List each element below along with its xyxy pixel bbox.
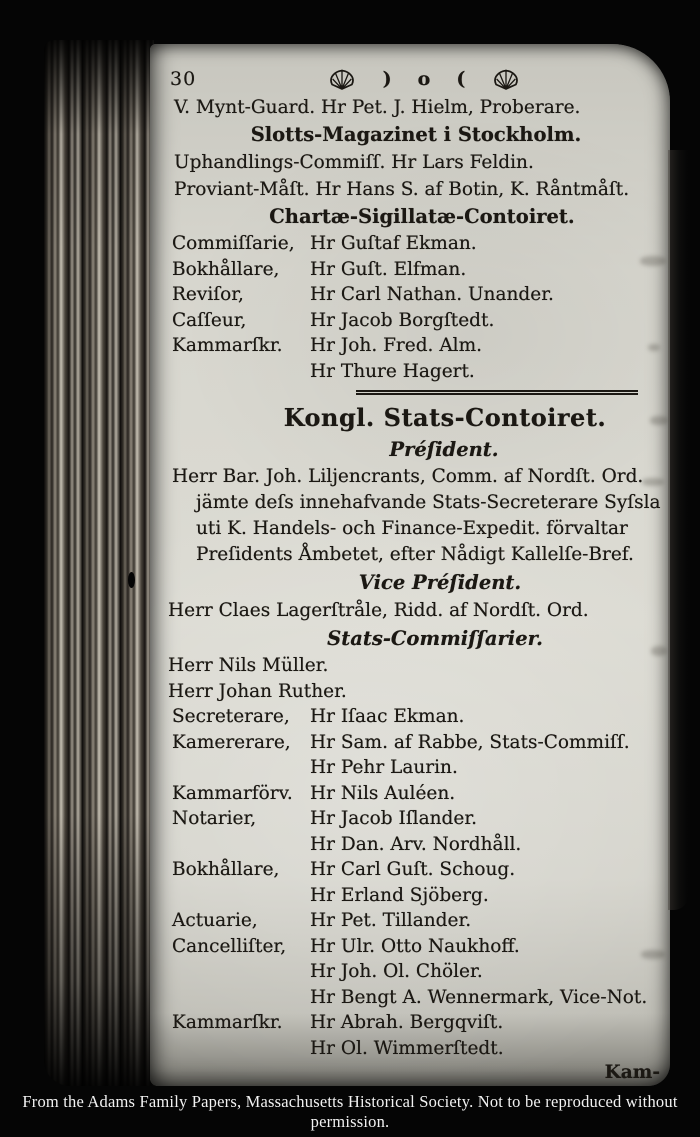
president-paragraph-line: jämte deſs innehafvande Stats-Secreterare Syſsla bbox=[196, 492, 661, 513]
office-row bbox=[166, 1010, 666, 1036]
office-holder: Hr Ol. Wimmerſtedt. bbox=[310, 1037, 504, 1059]
heading-vice-president: Vice Préſident. bbox=[358, 571, 522, 594]
office-holder: Hr Joh. Ol. Chöler. bbox=[310, 961, 483, 982]
office-holder: Hr Pehr Laurin. bbox=[310, 757, 458, 778]
office-label: Secreterare, bbox=[172, 706, 290, 727]
shell-ornament-right-icon bbox=[491, 68, 521, 90]
office-holder: Hr Jacob Iſlander. bbox=[310, 808, 478, 829]
office-label: Kammarſkr. bbox=[172, 335, 283, 356]
bleed-through-mark bbox=[640, 256, 666, 266]
shell-ornament-left-icon bbox=[327, 68, 357, 90]
office-row bbox=[166, 231, 666, 257]
entry-ruther: Herr Johan Ruther. bbox=[168, 680, 347, 702]
office-holder: Hr Carl Guſt. Schoug. bbox=[310, 859, 516, 880]
office-label: Commiſſarie, bbox=[172, 233, 295, 254]
office-row bbox=[166, 883, 666, 909]
office-row bbox=[166, 959, 666, 985]
office-row bbox=[166, 832, 666, 858]
bleed-through-mark bbox=[641, 950, 665, 959]
office-holder: Hr Carl Nathan. Unander. bbox=[310, 284, 554, 305]
archive-caption: From the Adams Family Papers, Massachusetts Historical Society. Not to be reproduced without permission. bbox=[22, 1092, 678, 1131]
entry-uphandlings: Uphandlings-Commiſſ. Hr Lars Feldin. bbox=[174, 152, 534, 173]
bleed-through-mark bbox=[648, 344, 660, 351]
entry-mynt-guard: V. Mynt-Guard. Hr Pet. J. Hielm, Proberare. bbox=[174, 97, 581, 118]
heading-president: Préſident. bbox=[389, 438, 499, 461]
office-row bbox=[166, 781, 666, 807]
section-divider bbox=[166, 384, 666, 401]
page-edge-shadow bbox=[668, 150, 688, 910]
heading-slotts-magazinet: Slotts-Magazinet i Stockholm. bbox=[250, 123, 582, 146]
divider-rule bbox=[356, 390, 638, 395]
office-holder: Hr Sam. af Rabbe, Stats-Commiſſ. bbox=[310, 731, 630, 753]
page-header bbox=[166, 64, 666, 94]
heading-kongl-stats-contoiret: Kongl. Stats-Contoiret. bbox=[283, 403, 607, 432]
office-holder: Hr Pet. Tillander. bbox=[310, 910, 472, 931]
office-holder: Hr Nils Auléen. bbox=[310, 782, 456, 804]
office-label: Notarier, bbox=[172, 808, 257, 829]
office-row bbox=[166, 806, 666, 832]
office-row bbox=[166, 1036, 666, 1062]
office-holder: Hr Abrah. Bergqviſt. bbox=[310, 1012, 504, 1033]
office-row bbox=[166, 857, 666, 883]
office-row bbox=[166, 359, 666, 385]
office-row bbox=[166, 257, 666, 283]
office-row bbox=[166, 755, 666, 781]
header-ornament bbox=[327, 68, 522, 90]
office-label: Kammarſkr. bbox=[172, 1012, 283, 1033]
office-row bbox=[166, 704, 666, 730]
page-number: 30 bbox=[170, 68, 197, 90]
ornament-circle: o bbox=[417, 68, 431, 90]
book-page bbox=[150, 44, 670, 1086]
office-label: Kammarförv. bbox=[172, 782, 293, 804]
president-paragraph-line: uti K. Handels- och Finance-Expedit. förvaltar bbox=[196, 518, 628, 539]
office-row bbox=[166, 308, 666, 334]
office-holder: Hr Dan. Arv. Nordhåll. bbox=[310, 833, 522, 855]
entry-lagerstrale: Herr Claes Lagerſtråle, Ridd. af Nordſt. Ord. bbox=[168, 600, 589, 621]
bleed-through-mark bbox=[642, 478, 664, 486]
bleed-through-mark bbox=[651, 646, 667, 656]
office-label: Kamererare, bbox=[172, 731, 291, 753]
ink-speck bbox=[128, 572, 135, 588]
office-row bbox=[166, 934, 666, 960]
office-holder: Hr Guſt. Elfman. bbox=[310, 258, 467, 280]
office-label: Reviſor, bbox=[172, 284, 244, 305]
office-holder: Hr Jacob Borgſtedt. bbox=[310, 309, 495, 331]
entry-muller: Herr Nils Müller. bbox=[168, 655, 329, 676]
bleed-through-mark bbox=[650, 416, 668, 425]
office-holder: Hr Iſaac Ekman. bbox=[310, 706, 465, 727]
office-label: Actuarie, bbox=[172, 910, 258, 931]
ornament-open-paren: ) bbox=[382, 68, 392, 90]
office-row bbox=[166, 985, 666, 1011]
page-text-block bbox=[166, 64, 666, 1085]
office-label: Caſſeur, bbox=[172, 309, 247, 331]
entry-proviant: Proviant-Måſt. Hr Hans S. af Botin, K. Råntmåſt. bbox=[174, 179, 630, 200]
heading-stats-commissarier: Stats-Commiſſarier. bbox=[327, 627, 543, 650]
office-label: Cancelliſter, bbox=[172, 935, 287, 957]
office-holder: Hr Joh. Fred. Alm. bbox=[310, 335, 483, 356]
office-label: Bokhållare, bbox=[172, 859, 280, 880]
catchword: Kam- bbox=[604, 1062, 660, 1083]
ornament-close-paren: ( bbox=[456, 68, 466, 90]
office-row bbox=[166, 333, 666, 359]
heading-chartae-sigillatae: Chartæ-Sigillatæ-Contoiret. bbox=[269, 205, 575, 228]
office-holder: Hr Erland Sjöberg. bbox=[310, 884, 489, 906]
office-holder: Hr Guſtaf Ekman. bbox=[310, 233, 477, 254]
president-paragraph-line: Herr Bar. Joh. Liljencrants, Comm. af Nordſt. Ord. bbox=[172, 466, 644, 487]
office-holder: Hr Thure Hagert. bbox=[310, 360, 475, 382]
president-paragraph-line: Preſidents Åmbetet, efter Nådigt Kallelſe-Bref. bbox=[196, 544, 634, 565]
office-row bbox=[166, 908, 666, 934]
office-holder: Hr Ulr. Otto Naukhoff. bbox=[310, 935, 520, 957]
office-row bbox=[166, 730, 666, 756]
book-gutter-page-edges bbox=[44, 40, 154, 1086]
office-holder: Hr Bengt A. Wennermark, Vice-Not. bbox=[310, 986, 648, 1008]
office-label: Bokhållare, bbox=[172, 258, 280, 280]
office-row bbox=[166, 282, 666, 308]
